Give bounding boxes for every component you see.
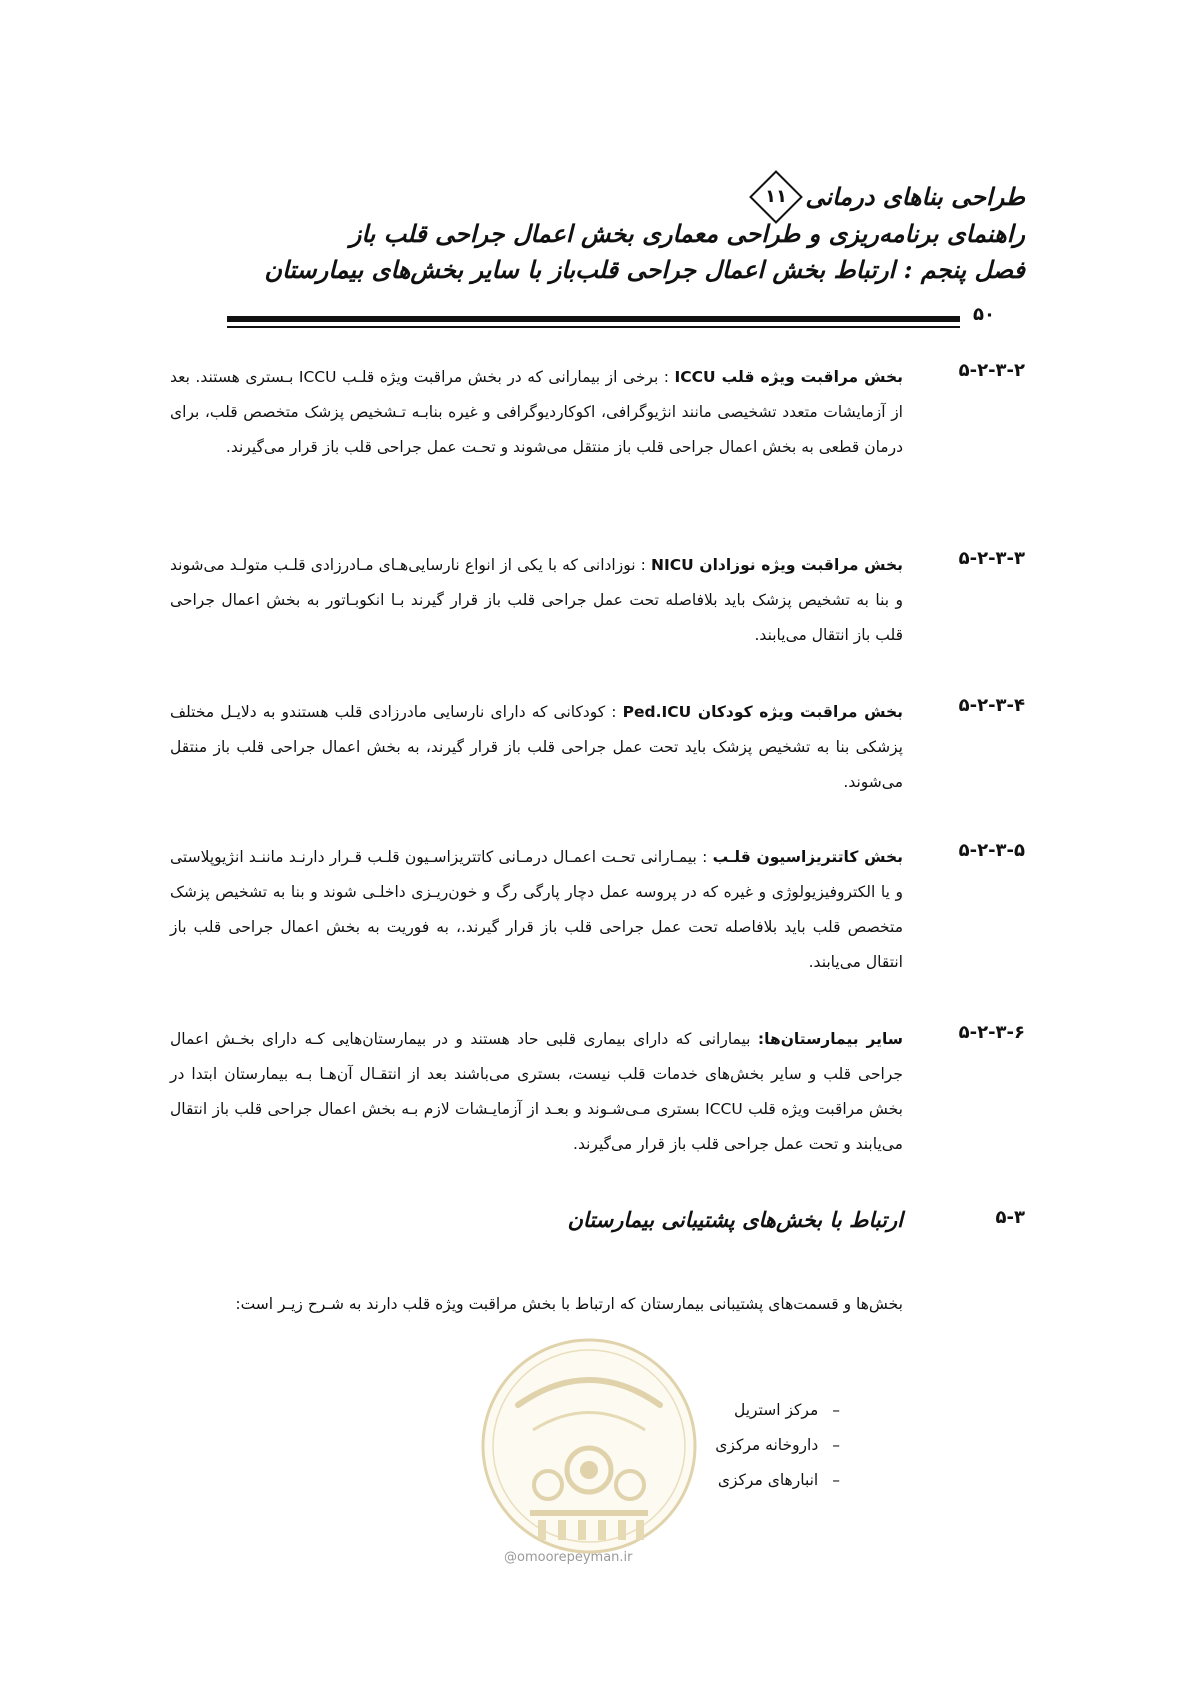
list-label: انبارهای مرکزی (717, 1471, 819, 1489)
header-rule-thick (227, 316, 960, 322)
section-body (170, 360, 903, 465)
watermark-logo-icon (478, 1335, 700, 1557)
section-5-2-3-2 (170, 360, 1025, 465)
section-heading: بخش مراقبت ویژه کودکان Ped.ICU (622, 703, 903, 721)
section-5-2-3-6 (170, 1022, 1025, 1162)
section-number: ۵-۲-۳-۳ (958, 548, 1025, 569)
section-5-2-3-3 (170, 548, 1025, 653)
section-heading: بخش مراقبت ویژه نوزادان NICU (651, 556, 903, 574)
section-number: ۵-۲-۳-۶ (958, 1022, 1025, 1043)
page-number: ۵۰ (973, 304, 995, 325)
section-number: ۵-۲-۳-۲ (958, 360, 1025, 381)
list-item (715, 1428, 840, 1463)
subsection-title: ارتباط با بخش‌های پشتیبانی بیمارستان (567, 1207, 903, 1232)
section-heading: بخش مراقبت ویژه قلب ICCU (674, 368, 903, 386)
section-5-2-3-4 (170, 695, 1025, 800)
section-text: : نوزادانی که با یکی از انواع نارسایی‌هـای مـادرزادی قلـب متولـد می‌شوند و بنا به تشخیص پزشک باید بلافاصله تحت عمل جراحی قلب باز قرار گیرند بـا انکوبـاتور به بخش اعمال جراحی قلب باز انتقال می‌یابند. (170, 556, 903, 644)
volume-number: ۱۱ (765, 186, 788, 208)
section-text: : کودکانی که دارای نارسایی مادرزادی قلب هستندو به دلایـل مختلف پزشکی بنا به تشخیص پزشک باید تحت عمل جراحی قلب باز قرار گیرند، به بخش اعمال جراحی قلب باز منتقل می‌شوند. (170, 703, 903, 791)
section-text: : برخی از بیمارانی که در بخش مراقبت ویژه قلـب ICCU بـستری هستند. بعد از آزمایشات متعدد تشخیصی مانند انژیوگرافی، اکوکاردیوگرافی و غیره بنابـه تـشخیص پزشک متخصص قلب، برای درمان قطعی به بخش اعمال جراحی قلب باز منتقل می‌شوند و تحـت عمل جراحی قلب باز قرار می‌گیرند. (170, 368, 903, 456)
list-item (715, 1463, 840, 1498)
section-body (170, 548, 903, 653)
section-body (170, 840, 903, 980)
list-bullet: – (832, 1471, 840, 1489)
list-bullet: – (832, 1401, 840, 1419)
section-heading: بخش کاتتریزاسیون قلـب (712, 848, 904, 866)
list-label: داروخانه مرکزی (715, 1436, 819, 1454)
section-5-2-3-5 (170, 840, 1025, 980)
list-bullet: – (832, 1436, 840, 1454)
watermark-url: @omoorepeyman.ir (504, 1550, 633, 1565)
subsection-number: ۵-۳ (995, 1207, 1025, 1228)
list-label: مرکز استریل (733, 1401, 819, 1419)
section-text: : بیمـارانی تحـت اعمـال درمـانی کاتتریزاسـیون قلـب قـرار دارنـد ماننـد انژیوپلاستی و یا الکتروفیزیولوژی و غیره که در پروسه عمل دچار پارگی رگ و خون‌ریـزی داخلـی شوند و بنا به تشخیص پزشک متخصص قلب باید بلافاصله تحت عمل جراحی قلب باز قرار گیرند.، به فوریت به بخش اعمال جراحی قلب باز انتقال می‌یابند. (170, 848, 903, 971)
section-heading: سایر بیمارستان‌ها: (757, 1030, 904, 1048)
header-rule-thin (227, 326, 960, 328)
section-text: بیمارانی که دارای بیماری قلبی حاد هستند و در بیمارستان‌هایی کـه دارای بخـش اعمال جراحی قلب و سایر بخش‌های خدمات قلب نیست، بستری می‌باشند بعد از انتقـال آن‌هـا بـه بیمارستان ابتدا در بخش مراقبت ویژه قلب ICCU بستری مـی‌شـوند و بعـد از آزمایـشات لازم بـه بخش اعمال جراحی قلب باز انتقال می‌یابند و تحت عمل جراحی قلب باز قرار می‌گیرند. (170, 1030, 903, 1153)
section-number: ۵-۲-۳-۵ (958, 840, 1025, 861)
book-title: طراحی بناهای درمانی (805, 182, 1025, 211)
section-body (170, 1022, 903, 1162)
list-item (715, 1393, 840, 1428)
section-number: ۵-۲-۳-۴ (958, 695, 1025, 716)
guide-title: راهنمای برنامه‌ریزی و طراحی معماری بخش اعمال جراحی قلب باز (349, 219, 1025, 248)
page-header (165, 178, 1025, 288)
support-units-list (715, 1393, 840, 1498)
header-line-1 (165, 178, 1025, 216)
chapter-title: فصل پنجم : ارتباط بخش اعمال جراحی قلب‌باز با سایر بخش‌های بیمارستان (264, 255, 1025, 284)
intro-paragraph: بخش‌ها و قسمت‌های پشتیبانی بیمارستان که ارتباط با بخش مراقبت ویژه قلب دارند به شـرح زیـر است: (235, 1295, 903, 1313)
section-body (170, 695, 903, 800)
subsection-heading (170, 1207, 1025, 1232)
